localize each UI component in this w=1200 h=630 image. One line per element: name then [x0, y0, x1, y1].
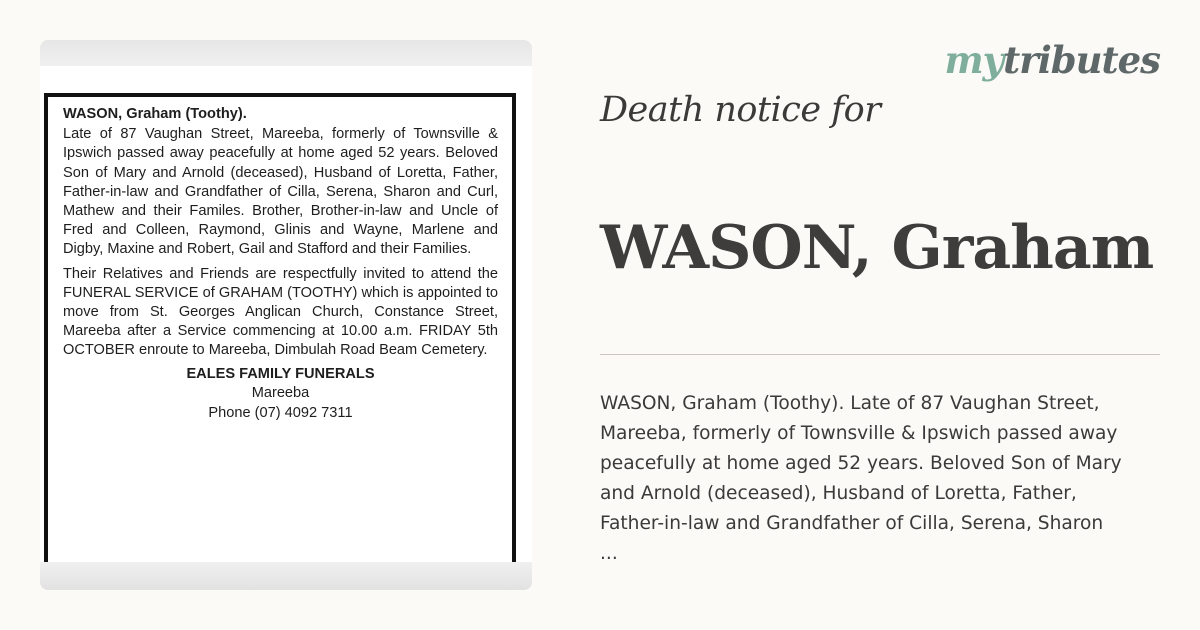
deceased-name: WASON, Graham: [600, 213, 1154, 283]
notice-heading: WASON, Graham (Toothy).: [63, 106, 247, 122]
death-notice-clipping: [44, 93, 516, 571]
notice-kicker: Death notice for: [600, 90, 881, 130]
funeral-director-town: Mareeba: [251, 385, 310, 402]
notice-excerpt: WASON, Graham (Toothy). Late of 87 Vaughan Street, Mareeba, formerly of Townsville & Ipswich passed away peacefully at home aged 52 years. Beloved Son of Mary and Arnold (deceased), Husband of Loretta, Father, Father-in-law and Grandfather of Cilla, Serena, Sharon ...: [600, 393, 1122, 564]
image-bottom-band: [40, 562, 532, 590]
divider: [600, 354, 1160, 355]
image-top-band: [40, 40, 532, 66]
notice-paragraph-2: Their Relatives and Friends are respectfully invited to attend the FUNERAL SERVICE of GRAHAM (TOOTHY) which is appointed to move from St. Georges Anglican Church, Constance Street, Mareeba after a Service commencing at 10.00 a.m. FRIDAY 5th OCTOBER enroute to Mareeba, Dimbulah Road Beam Cemetery.: [63, 265, 498, 359]
funeral-director-name: EALES FAMILY FUNERALS: [186, 365, 375, 382]
notice-paragraph-1: Late of 87 Vaughan Street, Mareeba, formerly of Townsville & Ipswich passed away peacefully at home aged 52 years. Beloved Son of Mary and Arnold (deceased), Husband of Loretta, Father, Father-in-law and Grandfather of Cilla, Serena, Sharon and Curl, Mathew and their Familes. Brother, Brother-in-law and Uncle of Fred and Colleen, Raymond, Glinis and Wayne, Marlene and Digby, Maxine and Robert, Gail and Stafford and their Families.: [63, 126, 498, 258]
notice-image-card: [40, 40, 532, 590]
logo-my: my: [944, 38, 1004, 82]
logo-tributes: tributes: [1003, 38, 1160, 82]
mytributes-logo: [944, 36, 1160, 84]
funeral-director-block: [63, 365, 498, 424]
funeral-director-phone: Phone (07) 4092 7311: [208, 404, 353, 421]
